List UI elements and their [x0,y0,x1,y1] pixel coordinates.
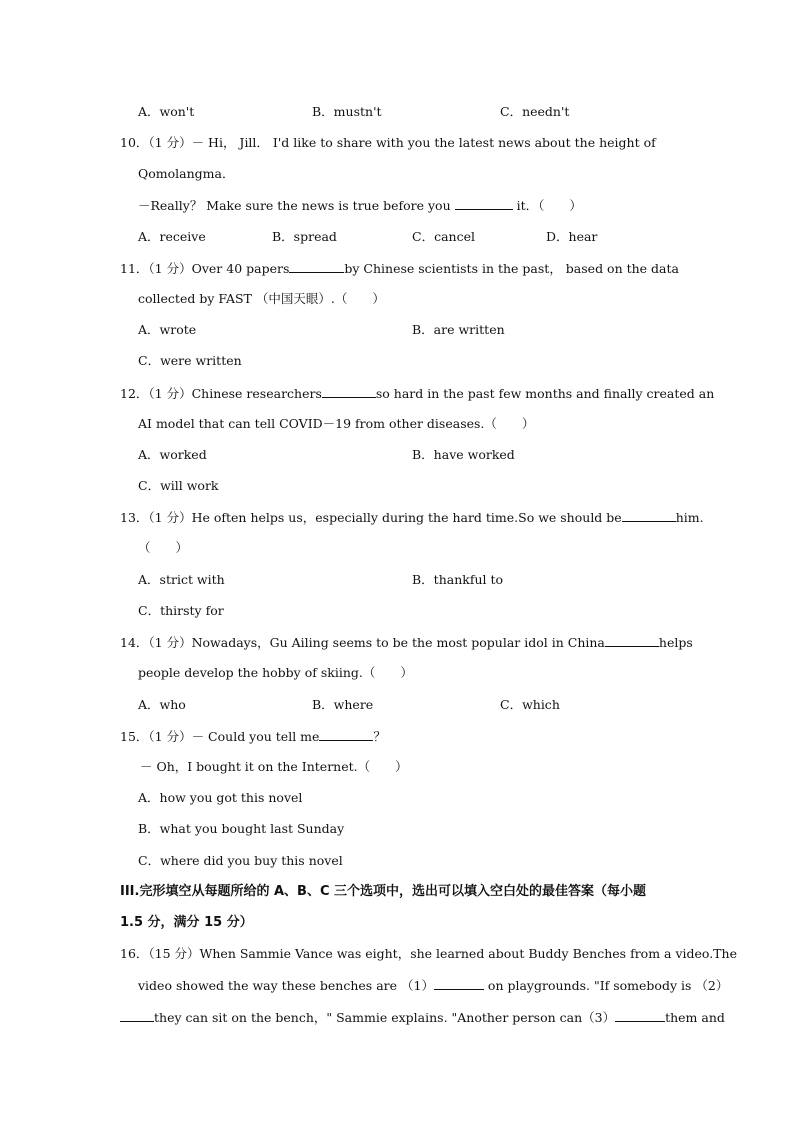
q10-stem-line3 [138,197,582,214]
q13-stem-line1 [120,509,704,526]
section-heading-line1: III.完形填空从每题所给的 A、B、C 三个选项中，选出可以填入空白处的最佳答案（每小题 [120,884,647,899]
q16-passage-line2 [138,977,728,994]
q15-stem-line1 [120,728,386,745]
q11-option-c: C．were written [138,353,242,368]
q14-option-b: B．where [312,697,374,712]
q16-passage-line1: 16．（15 分）When Sammie Vance was eight，she learned about Buddy Benches from a video.The [120,946,737,961]
q10-option-a: A．receive [138,229,206,244]
q15-text-after-blank: ？ [373,729,386,744]
q15-option-b: B．what you bought last Sunday [138,821,345,836]
q14-option-a: A．who [138,697,186,712]
q10-text-after-blank: it．（ ） [512,198,582,213]
q15-stem-line2: － Oh，I bought it on the Internet.（ ） [140,759,408,774]
q10-stem-line2: Qomolangma． [138,166,235,181]
q11-stem-line1 [120,260,679,277]
q12-text-before-blank: 12．（1 分）Chinese researchers [120,386,322,401]
q15-answer-blank [319,728,373,741]
q12-stem-line1 [120,385,714,402]
q10-stem-line1: 10．（1 分）－ Hi， Jill． I'd like to share with you the latest news about the height of [120,135,656,150]
q16-passage-line3 [120,1009,725,1026]
q12-stem-line2: AI model that can tell COVID－19 from other diseases.（ ） [138,416,535,431]
q16-blank-1 [434,977,484,990]
q11-option-a: A．wrote [138,322,197,337]
q11-text-after-blank: by Chinese scientists in the past， based on the data [344,261,679,276]
q12-option-c: C．will work [138,478,219,493]
q13-text-after-blank: him. [675,510,704,525]
q13-text-before-blank: 13．（1 分）He often helps us，especially during the hard time.So we should be [120,510,622,525]
q12-option-a: A．worked [138,447,207,462]
q11-text-before-blank: 11．（1 分）Over 40 papers [120,261,290,276]
q9-option-c: C．needn't [500,104,570,119]
q9-option-a: A．won't [138,104,195,119]
q14-answer-blank [605,634,659,647]
q16-blank-3 [615,1009,665,1022]
q10-text-before-blank: －Really？ Make sure the news is true before you [138,198,455,213]
q10-option-b: B．spread [272,229,337,244]
q16-text-after-blank3: them and [665,1010,725,1025]
q13-stem-line2: （ ） [138,540,189,555]
q14-stem-line2: people develop the hobby of skiing.（ ） [138,665,413,680]
q13-option-a: A．strict with [138,572,225,587]
q14-option-c: C．which [500,697,560,712]
q16-text-before-blank1: video showed the way these benches are （1） [138,978,434,993]
q13-option-c: C．thirsty for [138,603,224,618]
section-heading-line2: 1.5 分，满分 15 分） [120,915,253,930]
q9-option-b: B．mustn't [312,104,382,119]
q14-stem-line1 [120,634,693,651]
q10-option-c: C．cancel [412,229,475,244]
q10-option-d: D．hear [546,229,598,244]
q15-option-a: A．how you got this novel [138,790,303,805]
q12-text-after-blank: so hard in the past few months and finally created an [375,386,715,401]
q14-text-after-blank: helps [658,635,693,650]
q13-answer-blank [622,509,676,522]
q15-text-before-blank: 15．（1 分）－ Could you tell me [120,729,320,744]
q13-option-b: B．thankful to [412,572,504,587]
q16-text-after-blank2: they can sit on the bench，" Sammie explains. "Another person can（3） [154,1010,616,1025]
q10-answer-blank [455,197,513,210]
q11-stem-line2: collected by FAST （中国天眼）.（ ） [138,291,385,306]
q15-option-c: C．where did you buy this novel [138,853,343,868]
q11-option-b: B．are written [412,322,505,337]
q11-answer-blank [289,260,344,273]
q16-blank-2 [120,1009,154,1022]
q16-text-after-blank1: on playgrounds. "If somebody is （2） [483,978,729,993]
q14-text-before-blank: 14．（1 分）Nowadays，Gu Ailing seems to be the most popular idol in China [120,635,605,650]
q12-answer-blank [322,385,376,398]
q12-option-b: B．have worked [412,447,515,462]
